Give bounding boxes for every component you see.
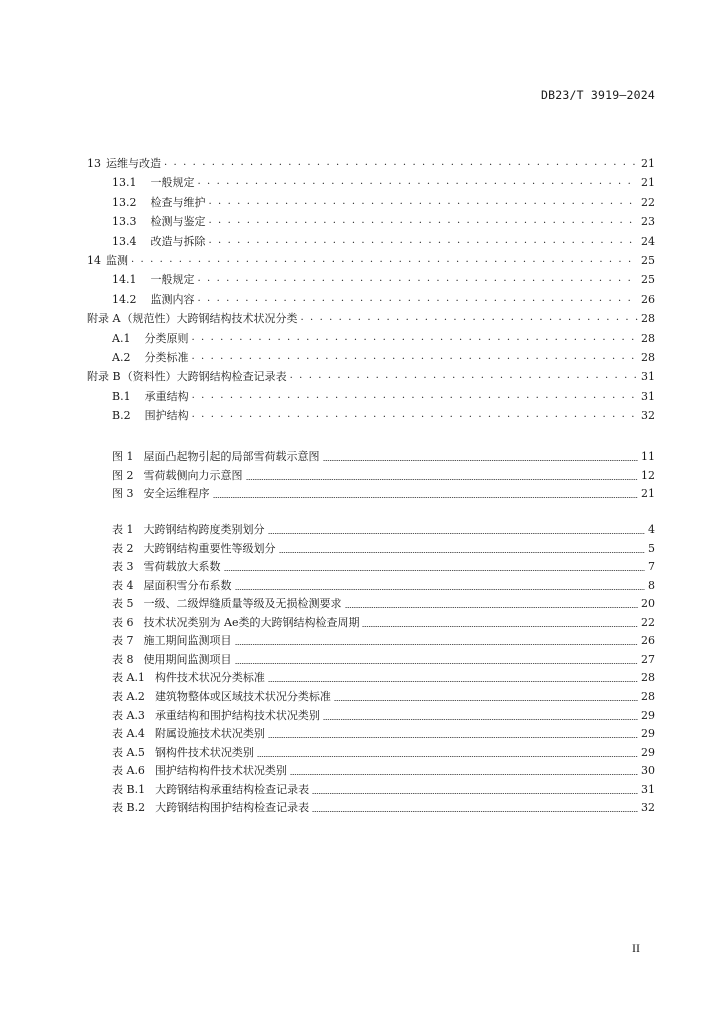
toc-entry-number: 13.3 [112, 215, 137, 229]
figure-entry-title: 雪荷载侧向力示意图 [143, 468, 243, 482]
table-entry-number: 表 5 [112, 597, 134, 611]
toc-entry-page: 31 [641, 370, 655, 384]
toc-entry-page: 28 [641, 331, 655, 345]
toc-entry-page: 22 [641, 195, 655, 209]
dot-leader [323, 451, 639, 461]
table-entry-number: 表 A.2 [112, 689, 145, 703]
toc-entry[interactable] [112, 289, 655, 307]
toc-entry-page: 28 [641, 312, 655, 326]
dot-leader [312, 802, 638, 812]
document-code: DB23/T 3919—2024 [541, 88, 655, 102]
toc-entry[interactable] [87, 308, 655, 326]
dot-leader [198, 177, 639, 187]
table-entry-title: 技术状况类别为 Ae类的大跨钢结构检查周期 [143, 615, 360, 629]
table-entry-title: 大跨钢结构跨度类别划分 [143, 523, 265, 536]
figure-entry-title: 安全运维程序 [143, 487, 210, 500]
dot-leader [198, 294, 639, 304]
table-entry-number: 表 B.1 [112, 782, 146, 796]
dot-leader [290, 371, 638, 381]
table-entry-title: 使用期间监测项目 [143, 652, 232, 666]
dot-leader [164, 158, 638, 168]
toc-entry-number: A.2 [112, 351, 131, 364]
dot-leader [257, 747, 638, 757]
toc-entry-number: 14.1 [112, 273, 137, 287]
dot-leader [224, 561, 646, 571]
figure-entry-number: 图 1 [112, 450, 134, 463]
dot-leader [213, 488, 639, 498]
toc-entry[interactable] [112, 211, 655, 229]
table-entry-page: 29 [641, 708, 655, 722]
dot-leader [131, 255, 638, 265]
table-entry-page: 32 [641, 801, 655, 815]
table-entry-number: 表 A.6 [112, 764, 145, 778]
table-entry-page: 20 [641, 597, 655, 611]
toc-entry-title: 一般规定 [150, 176, 195, 190]
dot-leader [312, 784, 638, 794]
toc-entry-number: 14.2 [112, 292, 137, 306]
toc-entry-number: 13.2 [112, 195, 137, 209]
figure-entry[interactable] [112, 465, 655, 483]
table-entry-title: 钢构件技术状况类别 [154, 745, 254, 759]
toc-entry-number: 附录 A [87, 312, 121, 326]
toc-entry-page: 26 [641, 292, 655, 306]
toc-entry-number: 13.1 [112, 176, 137, 190]
figure-entry-number: 图 3 [112, 487, 134, 500]
toc-entry-page: 24 [641, 234, 655, 248]
table-entry-title: 大跨钢结构围护结构检查记录表 [155, 801, 310, 815]
toc-entry[interactable] [112, 347, 655, 365]
dot-leader [362, 617, 638, 627]
table-entry-title: 围护结构构件技术状况类别 [154, 764, 287, 778]
table-entry-page: 28 [641, 689, 655, 703]
toc-entry-number: 附录 B [87, 370, 121, 384]
table-entry-title: 一级、二级焊缝质量等级及无损检测要求 [143, 597, 342, 611]
page-number: II [632, 941, 640, 955]
toc-entry-number: B.2 [112, 409, 131, 423]
toc-entry-number: 13 [87, 157, 101, 170]
table-entry-page: 29 [641, 727, 655, 741]
toc-entry[interactable] [87, 250, 655, 268]
dot-leader [345, 598, 639, 608]
dot-leader [209, 216, 639, 226]
figure-entry[interactable] [112, 483, 655, 501]
table-entry[interactable] [112, 538, 655, 556]
table-entry[interactable] [112, 760, 655, 778]
table-entry-page: 30 [641, 764, 655, 778]
toc-entry-number: B.1 [112, 389, 131, 403]
toc-entry-page: 23 [641, 215, 655, 229]
table-entry-number: 表 7 [112, 634, 134, 648]
toc-entry-page: 31 [641, 389, 655, 403]
dot-leader [268, 524, 646, 534]
dot-leader [290, 765, 638, 775]
figure-entry-number: 图 2 [112, 468, 134, 482]
dot-leader [268, 728, 638, 738]
table-entry[interactable] [112, 705, 655, 723]
table-entry-page: 27 [641, 652, 655, 666]
toc-entry-title: 分类标准 [144, 351, 189, 364]
figure-entry-title: 屋面凸起物引起的局部雪荷载示意图 [143, 450, 320, 463]
dot-leader [191, 352, 638, 362]
table-entry-page: 29 [641, 745, 655, 759]
dot-leader [235, 580, 646, 590]
dot-leader [191, 333, 638, 343]
dot-leader [198, 274, 639, 284]
table-entry-number: 表 6 [112, 615, 134, 629]
table-entry[interactable] [112, 612, 655, 630]
toc-entry-title: 检查与维护 [150, 195, 206, 209]
table-entry-title: 雪荷载放大系数 [143, 560, 221, 574]
table-entry-page: 22 [641, 615, 655, 629]
table-entry-title: 屋面积雪分布系数 [143, 578, 232, 592]
figure-entry-page: 11 [641, 450, 655, 463]
table-entry-page: 5 [648, 541, 655, 555]
table-entry-number: 表 1 [112, 523, 134, 536]
table-entry-page: 26 [641, 634, 655, 648]
dot-leader [334, 691, 638, 701]
toc-entry-title: 改造与拆除 [150, 234, 206, 248]
toc-entry[interactable] [112, 386, 655, 404]
toc-entry[interactable] [112, 328, 655, 346]
toc-entry-title: 一般规定 [150, 273, 195, 287]
toc-entry-title: 监测 [106, 254, 128, 267]
table-entry[interactable] [112, 575, 655, 593]
dot-leader [279, 543, 646, 553]
table-entry-title: 构件技术状况分类标准 [154, 671, 265, 685]
toc-entry[interactable] [112, 192, 655, 210]
toc-entry[interactable] [112, 231, 655, 249]
toc-entry[interactable] [112, 172, 655, 190]
toc-entry-number: 14 [87, 254, 101, 267]
toc-entry-number: A.1 [112, 331, 131, 345]
dot-leader [268, 672, 638, 682]
table-entry-page: 31 [641, 782, 655, 796]
dot-leader [235, 635, 639, 645]
toc-entry-title: 运维与改造 [106, 157, 161, 170]
table-entry-page: 4 [648, 523, 655, 536]
figure-entry-page: 21 [641, 487, 655, 500]
table-entry[interactable] [112, 686, 655, 704]
dot-leader [300, 313, 638, 323]
toc-entry[interactable] [112, 405, 655, 423]
table-entry-number: 表 A.3 [112, 708, 145, 722]
toc-entry-page: 25 [641, 273, 655, 287]
dot-leader [209, 236, 639, 246]
table-entry-number: 表 A.4 [112, 727, 145, 741]
table-entry-page: 7 [648, 560, 655, 574]
table-entry[interactable] [112, 593, 655, 611]
dot-leader [192, 391, 638, 401]
dot-leader [323, 710, 638, 720]
table-entry-page: 28 [641, 671, 655, 685]
toc-entry-page: 25 [641, 254, 655, 267]
table-entry[interactable] [112, 723, 655, 741]
toc-entry-page: 21 [641, 176, 655, 190]
table-entry[interactable] [112, 556, 655, 574]
toc-entry-title: 分类原则 [144, 331, 189, 345]
dot-leader [192, 410, 638, 420]
table-entry-number: 表 A.1 [112, 671, 145, 685]
figure-entry-page: 12 [641, 468, 655, 482]
table-entry[interactable] [112, 667, 655, 685]
table-entry[interactable] [112, 797, 655, 815]
toc-entry-title: 围护结构 [144, 409, 189, 423]
table-entry-number: 表 B.2 [112, 801, 146, 815]
table-entry-title: 承重结构和围护结构技术状况类别 [154, 708, 320, 722]
toc-entry[interactable] [87, 153, 655, 171]
table-entry-title: 施工期间监测项目 [143, 634, 232, 648]
table-entry-number: 表 8 [112, 652, 134, 666]
table-entry-page: 8 [648, 578, 655, 592]
dot-leader [246, 470, 639, 480]
toc-entry-title: 监测内容 [150, 292, 195, 306]
toc-entry-number: 13.4 [112, 234, 137, 248]
table-entry[interactable] [112, 630, 655, 648]
table-entry-title: 建筑物整体或区域技术状况分类标准 [154, 689, 331, 703]
table-entry-title: 附属设施技术状况类别 [154, 727, 265, 741]
dot-leader [235, 654, 639, 664]
toc-entry-page: 21 [641, 157, 655, 170]
table-entry-number: 表 2 [112, 541, 134, 555]
table-entry[interactable] [112, 519, 655, 537]
table-entry-title: 大跨钢结构承重结构检查记录表 [155, 782, 310, 796]
table-entry-title: 大跨钢结构重要性等级划分 [143, 541, 276, 555]
toc-entry-title: （规范性）大跨钢结构技术状况分类 [121, 312, 298, 326]
table-entry-number: 表 3 [112, 560, 134, 574]
dot-leader [209, 197, 639, 207]
toc-entry-page: 32 [641, 409, 655, 423]
table-entry[interactable] [112, 742, 655, 760]
toc-entry[interactable] [87, 366, 655, 384]
toc-entry-page: 28 [641, 351, 655, 364]
table-entry-number: 表 4 [112, 578, 134, 592]
figure-entry[interactable] [112, 446, 655, 464]
toc-entry-title: 承重结构 [144, 389, 189, 403]
toc-entry[interactable] [112, 269, 655, 287]
table-entry-number: 表 A.5 [112, 745, 145, 759]
toc-entry-title: （资料性）大跨钢结构检查记录表 [121, 370, 287, 384]
table-entry[interactable] [112, 649, 655, 667]
toc-entry-title: 检测与鉴定 [150, 215, 206, 229]
table-entry[interactable] [112, 779, 655, 797]
